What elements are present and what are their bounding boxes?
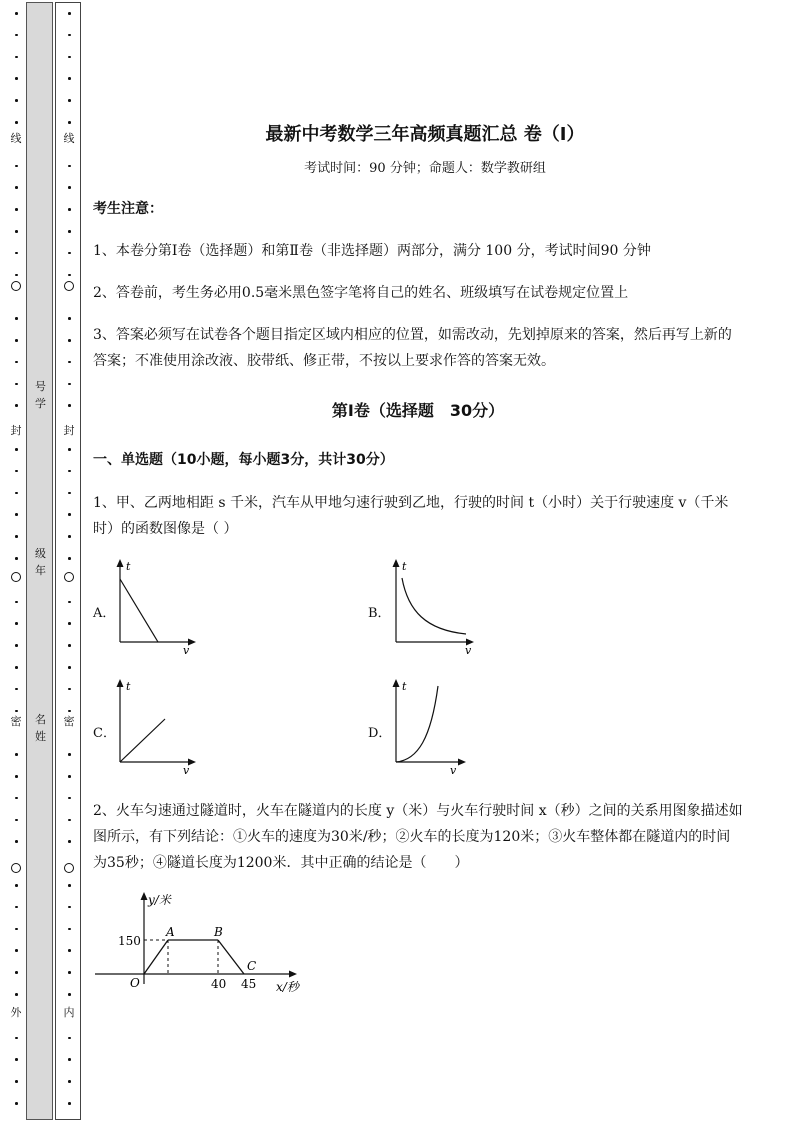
- binding-dot: [15, 840, 18, 843]
- y-axis-label: y/米: [148, 893, 171, 907]
- binding-dot: [15, 753, 18, 756]
- binding-dot: [68, 186, 71, 189]
- hyperbola-curve: [402, 578, 466, 634]
- binding-hole-circle: [11, 281, 21, 291]
- axis-v-label: v: [450, 764, 457, 776]
- binding-dot: [15, 666, 18, 669]
- binding-dot: [15, 274, 18, 277]
- outer-label-feng: 封: [10, 424, 22, 437]
- point-a-label: A: [166, 925, 175, 939]
- point-c-label: C: [247, 959, 257, 973]
- notice-item-1: 1、本卷分第Ⅰ卷（选择题）和第Ⅱ卷（非选择题）两部分，满分 100 分，考试时间90 分钟: [93, 243, 651, 259]
- question-2-text: 2、火车匀速通过隧道时，火车在隧道内的长度 y（米）与火车行驶时间 x（秒）之间的关系用图象描述如图所示，有下列结论：①火车的速度为30米/秒；②火车的长度为120米；③火车整体都在隧道内的时间为35秒；④隧道长度为1200米．其中正确的结论是（ ）: [93, 803, 743, 871]
- binding-hole-circle: [64, 281, 74, 291]
- question-1-text: 1、甲、乙两地相距 s 千米，汽车从甲地匀速行驶到乙地，行驶的时间 t（小时）关于行驶速度 v（千米时）的函数图像是（ ）: [93, 495, 729, 537]
- binding-dot: [15, 77, 18, 80]
- option-c-graph: [110, 676, 200, 776]
- binding-dot: [15, 644, 18, 647]
- label-name: 名 姓: [35, 713, 46, 743]
- axis-v-label: v: [183, 764, 190, 776]
- binding-dot: [15, 797, 18, 800]
- binding-dot: [68, 1037, 71, 1040]
- option-b-graph: [386, 556, 478, 656]
- binding-dot: [15, 775, 18, 778]
- binding-dot: [15, 34, 18, 37]
- outer-label-mi: 密: [10, 715, 22, 728]
- binding-dot: [68, 317, 71, 320]
- inner-dotted-column: [62, 0, 76, 1123]
- binding-dot: [68, 535, 71, 538]
- binding-dot: [68, 34, 71, 37]
- binding-dot: [68, 56, 71, 59]
- binding-hole-circle: [64, 572, 74, 582]
- exam-subtitle: 考试时间：90 分钟；命题人：数学教研组: [304, 161, 546, 176]
- inner-label-feng: 封: [63, 424, 75, 437]
- binding-dot: [68, 99, 71, 102]
- binding-hole-circle: [11, 572, 21, 582]
- binding-dot: [68, 775, 71, 778]
- binding-dot: [15, 230, 18, 233]
- binding-dot: [68, 622, 71, 625]
- binding-dot: [15, 56, 18, 59]
- binding-dot: [15, 186, 18, 189]
- binding-dot: [68, 644, 71, 647]
- axis-v-label: v: [183, 644, 190, 656]
- segment-bc: [218, 940, 244, 974]
- binding-dot: [68, 906, 71, 909]
- binding-dot: [68, 252, 71, 255]
- binding-dot: [15, 1058, 18, 1061]
- binding-dot: [15, 557, 18, 560]
- binding-dot: [15, 1037, 18, 1040]
- section-title: 第Ⅰ卷（选择题 30分）: [331, 401, 505, 420]
- binding-dot: [68, 819, 71, 822]
- x-axis-label: x/秒: [276, 980, 299, 994]
- notice-heading: 考生注意：: [93, 201, 163, 217]
- binding-dot: [15, 317, 18, 320]
- binding-dot: [68, 1102, 71, 1105]
- option-b-label: B．: [368, 606, 391, 621]
- binding-dot: [68, 12, 71, 15]
- binding-dot: [15, 448, 18, 451]
- binding-dot: [68, 274, 71, 277]
- binding-dot: [15, 1102, 18, 1105]
- option-a-label: A．: [93, 606, 116, 621]
- axis-t-label: t: [402, 680, 407, 693]
- notice-item-2: 2、答卷前，考生务必用0.5毫米黑色签字笔将自己的姓名、班级填写在试卷规定位置上: [93, 285, 629, 301]
- binding-dot: [68, 666, 71, 669]
- outer-dotted-column: [9, 0, 23, 1123]
- exam-title: 最新中考数学三年高频真题汇总 卷（Ⅰ）: [265, 124, 585, 145]
- outer-label-xian: 线: [10, 132, 22, 145]
- binding-dot: [68, 797, 71, 800]
- inner-label-xian: 线: [63, 132, 75, 145]
- binding-dot: [68, 230, 71, 233]
- label-student-number: 号 学: [35, 380, 46, 410]
- binding-dot: [15, 12, 18, 15]
- binding-dot: [68, 971, 71, 974]
- binding-dot: [15, 906, 18, 909]
- axis-v-label: v: [465, 644, 472, 656]
- binding-dot: [68, 513, 71, 516]
- exponential-curve: [396, 686, 438, 762]
- axis-t-label: t: [126, 680, 131, 693]
- binding-dot: [15, 688, 18, 691]
- binding-dot: [68, 1080, 71, 1083]
- binding-dot: [15, 165, 18, 168]
- option-a-graph: [110, 556, 200, 656]
- binding-dot: [15, 535, 18, 538]
- binding-dot: [68, 928, 71, 931]
- decreasing-line: [120, 579, 158, 642]
- binding-dot: [15, 993, 18, 996]
- origin-label: O: [130, 976, 140, 990]
- inner-label-mi: 密: [63, 715, 75, 728]
- binding-dot: [68, 77, 71, 80]
- segment-oa: [144, 940, 168, 974]
- binding-dot: [68, 448, 71, 451]
- x-tick-45: 45: [241, 977, 257, 991]
- point-b-label: B: [214, 925, 223, 939]
- binding-dot: [15, 404, 18, 407]
- binding-dot: [68, 165, 71, 168]
- binding-dot: [15, 819, 18, 822]
- binding-dot: [15, 361, 18, 364]
- axis-t-label: t: [126, 560, 131, 573]
- binding-dot: [68, 383, 71, 386]
- binding-dot: [15, 252, 18, 255]
- binding-dot: [68, 361, 71, 364]
- binding-dot: [15, 710, 18, 713]
- binding-dot: [15, 884, 18, 887]
- inner-label-nei: 内: [63, 1006, 75, 1019]
- part-heading: 一、单选题（10小题，每小题3分，共计30分）: [93, 452, 394, 468]
- option-d-label: D．: [368, 726, 392, 741]
- binding-hole-circle: [64, 863, 74, 873]
- binding-dot: [68, 710, 71, 713]
- notice-item-3: 3、答案必须写在试卷各个题目指定区域内相应的位置，如需改动，先划掉原来的答案，然后再写上新的答案；不准使用涂改液、胶带纸、修正带，不按以上要求作答的答案无效。: [93, 327, 732, 369]
- label-grade: 级 年: [35, 547, 46, 577]
- increasing-line: [120, 719, 165, 762]
- question-2-graph: [90, 886, 330, 1001]
- axis-t-label: t: [402, 560, 407, 573]
- binding-dot: [68, 121, 71, 124]
- binding-dot: [15, 949, 18, 952]
- option-d-graph: [386, 676, 478, 776]
- binding-dot: [68, 688, 71, 691]
- binding-dot: [68, 208, 71, 211]
- binding-dot: [15, 99, 18, 102]
- binding-dot: [68, 404, 71, 407]
- y-tick-150: 150: [118, 934, 141, 948]
- student-info-band: [26, 2, 53, 1120]
- binding-dot: [15, 470, 18, 473]
- binding-dot: [15, 1080, 18, 1083]
- binding-dot: [15, 928, 18, 931]
- binding-dot: [68, 949, 71, 952]
- binding-dot: [15, 971, 18, 974]
- binding-dot: [15, 492, 18, 495]
- option-c-label: C．: [93, 726, 116, 741]
- outer-label-wai: 外: [10, 1006, 22, 1019]
- binding-dot: [68, 557, 71, 560]
- binding-dot: [15, 601, 18, 604]
- binding-dot: [15, 513, 18, 516]
- binding-dot: [15, 383, 18, 386]
- binding-dot: [68, 993, 71, 996]
- binding-dot: [15, 339, 18, 342]
- binding-dot: [15, 622, 18, 625]
- binding-dot: [68, 339, 71, 342]
- binding-dot: [15, 121, 18, 124]
- binding-hole-circle: [11, 863, 21, 873]
- binding-dot: [68, 492, 71, 495]
- binding-dot: [15, 208, 18, 211]
- binding-dot: [68, 1058, 71, 1061]
- x-tick-40: 40: [211, 977, 227, 991]
- binding-dot: [68, 884, 71, 887]
- binding-dot: [68, 470, 71, 473]
- binding-dot: [68, 840, 71, 843]
- binding-dot: [68, 601, 71, 604]
- binding-dot: [68, 753, 71, 756]
